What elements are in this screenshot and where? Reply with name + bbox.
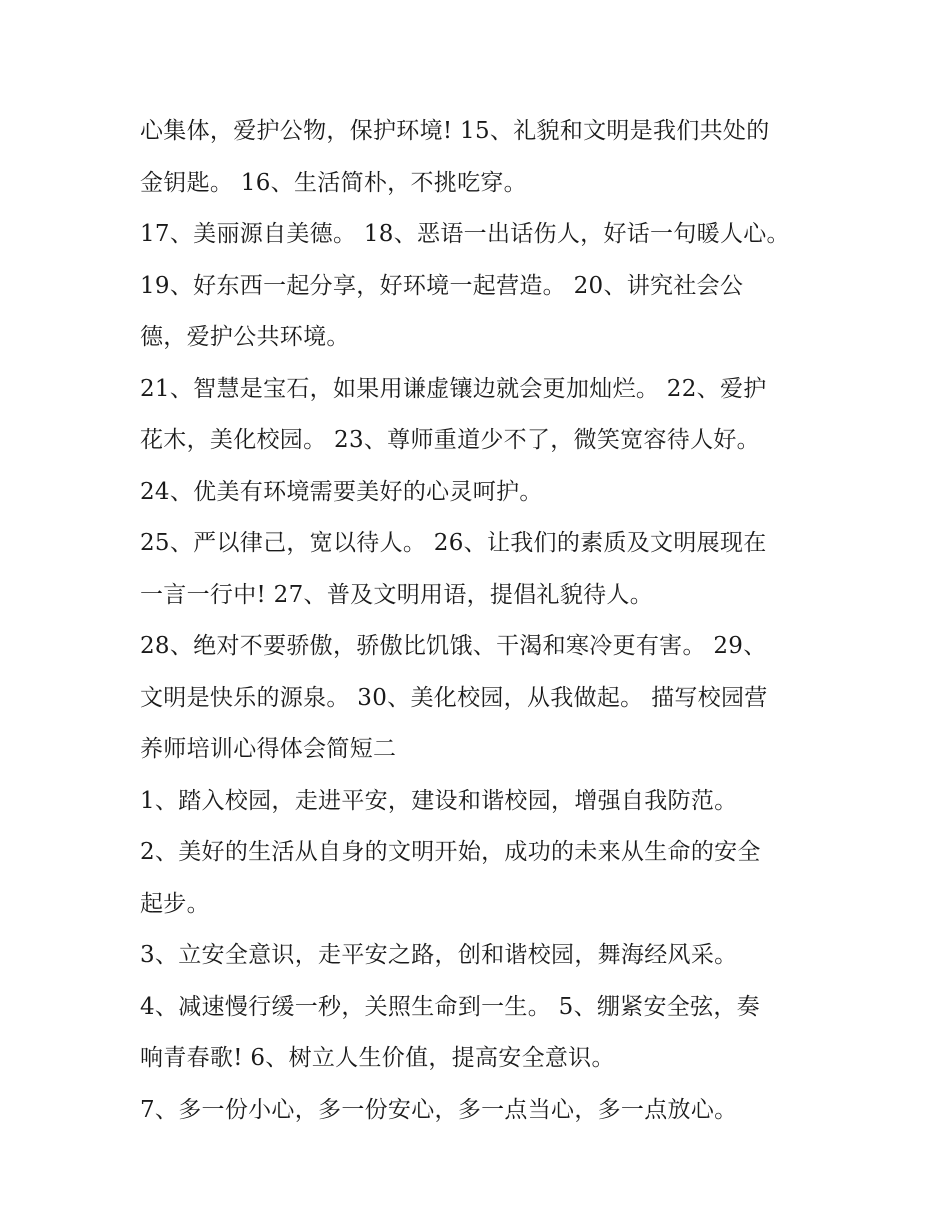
text-line: 28、绝对不要骄傲，骄傲比饥饿、干渴和寒冷更有害。 29、 — [140, 633, 767, 659]
section-heading-line: 养师培训心得体会简短二 — [140, 736, 397, 762]
text-line: 2、美好的生活从自身的文明开始，成功的未来从生命的安全 — [140, 839, 761, 865]
text-line: 花木，美化校园。 23、尊师重道少不了，微笑宽容待人好。 — [140, 427, 760, 453]
text-line: 心集体，爱护公物，保护环境! 15、礼貌和文明是我们共处的 — [140, 118, 770, 144]
document-body — [140, 106, 830, 1136]
text-line: 25、严以律己，宽以待人。 26、让我们的素质及文明展现在 — [140, 530, 767, 556]
text-line: 24、优美有环境需要美好的心灵呵护。 — [140, 478, 543, 505]
text-line: 金钥匙。 16、生活简朴，不挑吃穿。 — [140, 169, 527, 196]
text-line: 响青春歌! 6、树立人生价值，提高安全意识。 — [140, 1045, 615, 1071]
text-line: 1、踏入校园，走进平安，建设和谐校园，增强自我防范。 — [140, 787, 738, 814]
text-line: 起步。 — [140, 890, 210, 917]
text-line: 3、立安全意识，走平安之路，创和谐校园，舞海经风采。 — [140, 942, 738, 968]
text-line: 德，爱护公共环境。 — [140, 324, 350, 350]
text-line: 文明是快乐的源泉。 30、美化校园，从我做起。 描写校园营 — [140, 684, 768, 711]
text-line: 21、智慧是宝石，如果用谦虚镶边就会更加灿烂。 22、爱护 — [140, 375, 767, 402]
text-line: 4、减速慢行缓一秒，关照生命到一生。 5、绷紧安全弦，奏 — [140, 993, 760, 1020]
text-line: 7、多一份小心，多一份安心，多一点当心，多一点放心。 — [140, 1096, 738, 1123]
text-line: 19、好东西一起分享，好环境一起营造。 20、讲究社会公 — [140, 272, 744, 299]
text-line: 17、美丽源自美德。 18、恶语一出话伤人，好话一句暖人心。 — [140, 221, 790, 247]
text-line: 一言一行中! 27、普及文明用语，提倡礼貌待人。 — [140, 581, 654, 608]
